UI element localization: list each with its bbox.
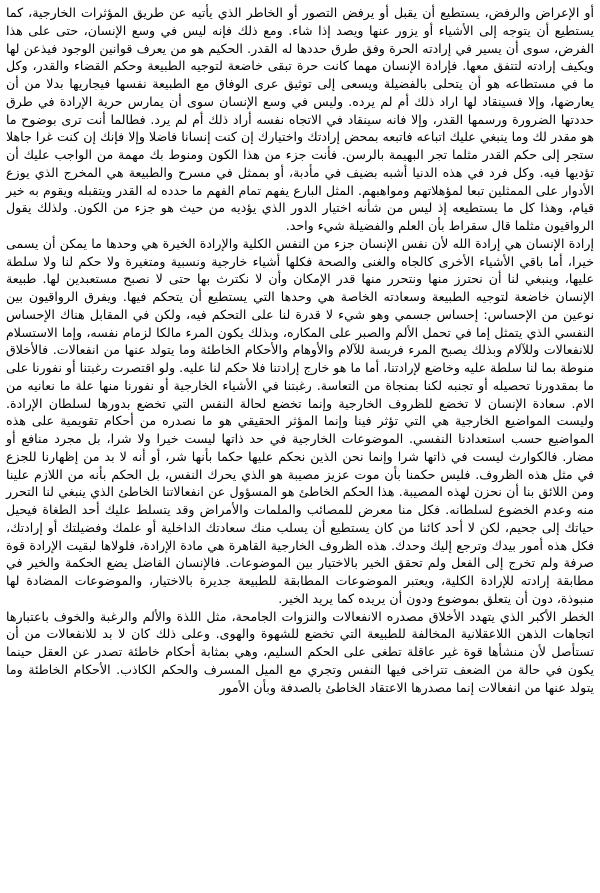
paragraph-human-will: إرادة الإنسان هي إرادة الله لأن نفس الإنسان جزء من النفس الكلية والإرادة الخيرة هي وحدها ما يمكن أن يسمى خيرا، أما باقي الأشياء الأخرى كالجاه والغنى والصحة فكلها أشياء خارجية ونسبية ومتغيرة ولا حكم لنا ولا سلطة عليها، وينبغي لنا أن نحترز منها ونتحرر منها قدر الإمكان وأن لا نكترث بها حتى لا نصبح مستعبدين لها. طبيعة الإنسان خاضعة لتوجيه الطبيعة وسعادته الخاصة هي وحدها التي يستطيع أن يتحكم فيها. ويفرق الرواقيون بين نوعين من الإحساس: إحساس جسمي وهو شيء لا قدرة لنا على التحكم فيه، ولكن في المقابل هناك الإحساس النفسي الذي يتمثل إما في تحمل الألم والصبر على المكاره، وبذلك يكون المرء مالكا لزمام نفسه، وإما الاستسلام للانفعالات وللآلام وبذلك يصبح المرء فريسة للآلام والأوهام والأحكام الخاطئة وما يتولد عنها من انفعالات. فالأخلاق منوطة بما لنا سلطة عليه وخاضع لإرادتنا، أما ما هو خارج إرادتنا فلا حكم لنا عليه. ولو اقتصرت رغبتنا أو نفورنا على ما بمقدورنا تحصيله أو تجنبه لكنا بمنجاة من التعاسة. رغبتنا في الأشياء الخارجية أو نفورنا منها علة ما نعانيه من الام. سعادة الإنسان لا تخضع للظروف الخارجية وإنما تخضع لحالة النفس التي تخضع بدورها لسلطان الإرادة. وليست المواضيع الخارجية هي التي تؤثر فينا وإنما المؤثر الحقيقي هو ما نصدره من أحكام تقويمية على هذه المواضيع حسب استعدادنا النفسي. الموضوعات الخارجية في حد ذاتها ليست خيرا ولا شرا، بل مجرد منافع أو مضار. فالكوارث ليست في ذاتها شرا وإنما نحن الذين نحكم عليها حكما بأنها شر، أو أنه لا بد من إظهارنا للجزع في مثل هذه الظروف. فليس حكمنا بأن موت عزيز مصيبة هو الذي يحرك النفس، بل الحكم بأنه من اللازم علينا ومن اللائق بنا أن نحزن لهذه المصيبة. هذا الحكم الخاطئ هو المسؤول عن انفعالاتنا الخاطئ الذي ينبغي لنا التحرر منه وعدم الخضوع لسلطانه. فكل منا معرض للمصائب والملمات والأمراض وقد يتسلط عليك أحد الطغاة فيحيل حياتك إلى جحيم، لكن لا أحد كائنا من كان يستطيع أن يسلب منك سعادتك الداخلية أو علمك وفضيلتك أو إرادتك، فكل هذه أمور بيدك وترجع إليك وحدك. هذه الظروف الخارجية القاهرة هي مادة الإرادة، فلولاها لبقيت الإرادة قوة صرفة ولم تخرج إلى الفعل ولم تحقق الخير بالاختيار بين الموضوعات. فالإنسان الفاضل يضع الحكمة والخير في مطابقة إرادته للإرادة الكلية، ويعتبر الموضوعات المطابقة للطبيعة جديرة بالاختيار، والموضوعات المضادة لها منبوذة، دون أن يتعلق بموضوع ودون أن يريده كما يريد الخير. — [6, 235, 594, 606]
paragraph-passions: الخطر الأكبر الذي يتهدد الأخلاق مصدره الانفعالات والنزوات الجامحة، مثل اللذة والألم والرغبة والخوف باعتبارها اتجاهات الذهن اللاعقلانية المخالفة للطبيعة التي تخضع للشهوة والهوى. وعلى ذلك كان لا بد للانفعالات من أن تستأصل لأن منشأها قوة غير عاقلة تطغى على الحكم السليم، وهي بمثابة أحكام خاطئة تصدر عن العقل حينما يكون في حالة من الضعف تتراخى فيها النفس وتجري مع الميل المسرف والحكم الكاذب. الأحكام الخاطئة وما يتولد عنها من انفعالات إنما مصدرها الاعتقاد الخاطئ بالصدفة وبأن الأمور — [6, 608, 594, 695]
paragraph-free-will: أو الإعراض والرفض، يستطيع أن يقبل أو يرفض التصور أو الخاطر الذي يأتيه عن طريق المؤثرات الخارجية، كما يستطيع أن يتوجه إلى الأشياء أو يزور عنها ويصد إذا شاء. ومع ذلك فإنه ليس في وسع الإنسان، حتى على هذا الفرض، سوى أن يسير في إرادته الحرة وفق طرق حددها له القدر. الحكيم هو من يعرف قوانين الوجود فيذعن لها ويكيف إرادته لتتفق معها. فإرادة الإنسان مهما كانت حرة تبقى خاضعة لتوجيه الطبيعة وحكم القضاء والقدر، وكل ما في مستطاعه هو أن يتحلى بالفضيلة ويسعى إلى توثيق عرى الوفاق مع الطبيعة نفسها فيجاريها بدلا من أن يعارضها، وإلا فسينقاد لها اراد ذلك أم لم يرده. وليس في وسع الإنسان سوى أن يمارس حرية الإرادة في طرق حددتها الضرورة ورسمها القدر، وإلا فانه سينقاد في الاتجاه نفسه أراد ذلك أم لم يرد. فطالما أنت ترى بوضوح ما هو مقدر لك وما ينبغي عليك اتباعه فاتبعه بمحض إرادتك واختيارك إن كنت إنسانا فاضلا وإلا فإنك إن كنت غرا جاهلا ستجر إلى حكم القدر مثلما تجر البهيمة بالرسن. فأنت جزء من هذا الكون ومنوط بك مهمة من الواجب عليك أن تؤديها فيه. وكل فرد في هذه الدنيا أشبه بضيف في مأدبة، أو بممثل في مسرح والطبيعة هي المخرج الذي يوزع الأدوار على الممثلين تبعا لمؤهلاتهم ومواهبهم. المثل البارع يفهم تمام الفهم ما حدده له القدر ويتقبله ويقوم به خير قيام، وهذا كل ما يستطيعه إذ ليس من شأنه اختيار الدور الذي يؤديه من حيث هو جزء من الكون. ولذلك يقول الرواقيون مثلما قال سقراط بأن العلم والفضيلة شيء واحد. — [6, 5, 594, 233]
